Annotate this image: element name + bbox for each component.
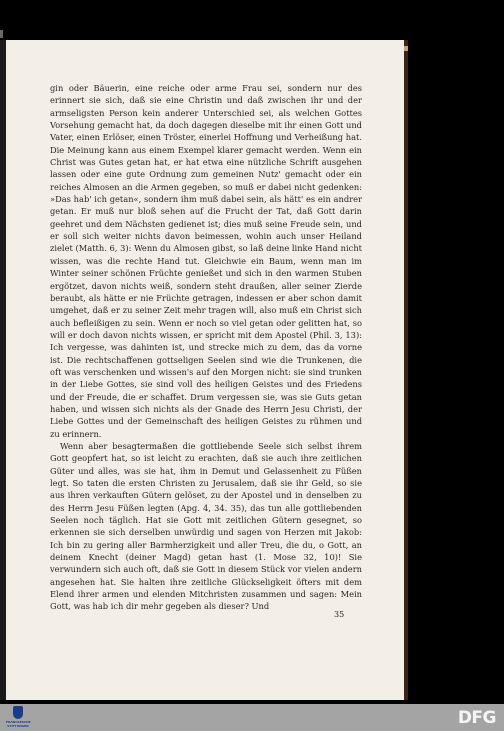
paragraph: gin oder Bäuerin, eine reiche oder arme Frau sei, sondern nur des erinnert sie sich, daß sie eine Christin und daß zwischen ihr und der armseligsten Person kein anderer Unterschied sei, als welchen Gottes Vorsehung gemacht hat, da doch dagegen dieselbe mit ihr einen Gott und Vater, einen Erlöser, einen Tröster, einerlei Hoffnung und Verheißung hat. Die Meinung kann aus einem Exempel klarer gemacht werden. Wenn ein Christ was Gutes getan hat, er hat etwa eine nützliche Schrift ausgehen lassen oder eine gute Ordnung zum gemeinen Nutz' gemacht oder ein reiches Almosen an die Armen gegeben, so muß er dabei nicht gedenken: »Das hab' ich getan«, sondern ihm muß dabei sein, als hätt' es ein andrer getan. Er muß nur bloß sehen auf die Frucht der Tat, daß Gott darin geehret und dem Nächsten gedienet ist; dies muß seine Freude sein, und er soll sich weiter nichts davon beimessen, wohin auch unser Heiland zielet (Matth. 6, 3): Wenn du Almosen gibst, so laß deine linke Hand nicht wissen, was die rechte Hand tut. Gleichwie ein Baum, wenn man im Winter seiner schönen Früchte genießet und sich in den warmen Stuben ergötzet, davon nichts weiß, sondern steht draußen, aller seiner Zierde beraubt, als hätte er nie Früchte getragen, indessen er aber schon damit umgehet, daß er zu seiner Zeit mehr tragen will, also muß ein Christ sich auch befleißigen zu sein. Wenn er noch so viel getan oder gelitten hat, so will er doch davon nichts wissen, er spricht mit dem Apostel (Phil. 3, 13): Ich vergesse, was dahinten ist, und strecke mich zu dem, das da vorne ist. Die rechtschaffenen gottseligen Seelen sind wie die Trunkenen, die oft was verschenken und wissen's auf den Morgen nicht: sie sind trunken in der Liebe Gottes, sie sind voll des heiligen Geistes und des Friedens und der Freude, die er schaffet. Drum vergessen sie, was sie Guts getan haben, und wissen sich nichts als der Gnade des Herrn Jesu Christi, der Liebe Gottes und der Gemeinschaft des heiligen Geistes zu rühmen und zu erinnern. — [50, 83, 362, 439]
viewer-footer-bar — [0, 704, 504, 731]
emblem-icon — [13, 706, 23, 719]
page-edge-mark — [404, 46, 408, 51]
page-body-text — [50, 82, 362, 613]
page-edge — [404, 40, 408, 700]
dfg-logo[interactable]: DFG — [457, 708, 496, 728]
scan-edge-mark — [0, 30, 3, 38]
franckesche-stiftungen-logo[interactable] — [6, 706, 30, 730]
page-number: 35 — [334, 610, 345, 619]
paragraph: Wenn aber besagtermaßen die gottliebende Seele sich selbst ihrem Gott geopfert hat, so ist leicht zu erachten, daß sie auch ihre zeitlichen Güter und alles, was sie hat, ihm in Demut und Gelassenheit zu Füßen legt. So taten die ersten Christen zu Jerusalem, daß sie ihr Geld, so sie aus ihren verkauften Gütern gelöset, zu der Apostel und in denselben zu des Herrn Jesu Füßen legten (Apg. 4, 34. 35), das tun alle gottliebenden Seelen noch täglich. Hat sie Gott mit zeitlichen Gütern gesegnet, so erkennen sie sich derselben unwürdig und sagen von Herzen mit Jakob: Ich bin zu gering aller Barmherzigkeit und aller Treu, die du, o Gott, an deinem Knecht (deiner Magd) getan hast (1. Mose 32, 10)! Sie verwundern sich auch oft, daß sie Gott in diesem Stück vor vielen andern angesehen hat. Sie halten ihre zeitliche Glückseligkeit öfters mit dem Elend ihrer armen und elenden Mitchristen zusammen und sagen: Mein Gott, was hab ich dir mehr gegeben als dieser? Und — [50, 440, 362, 612]
logo-caption: FRANCKESCHE STIFTUNGEN — [6, 720, 31, 728]
